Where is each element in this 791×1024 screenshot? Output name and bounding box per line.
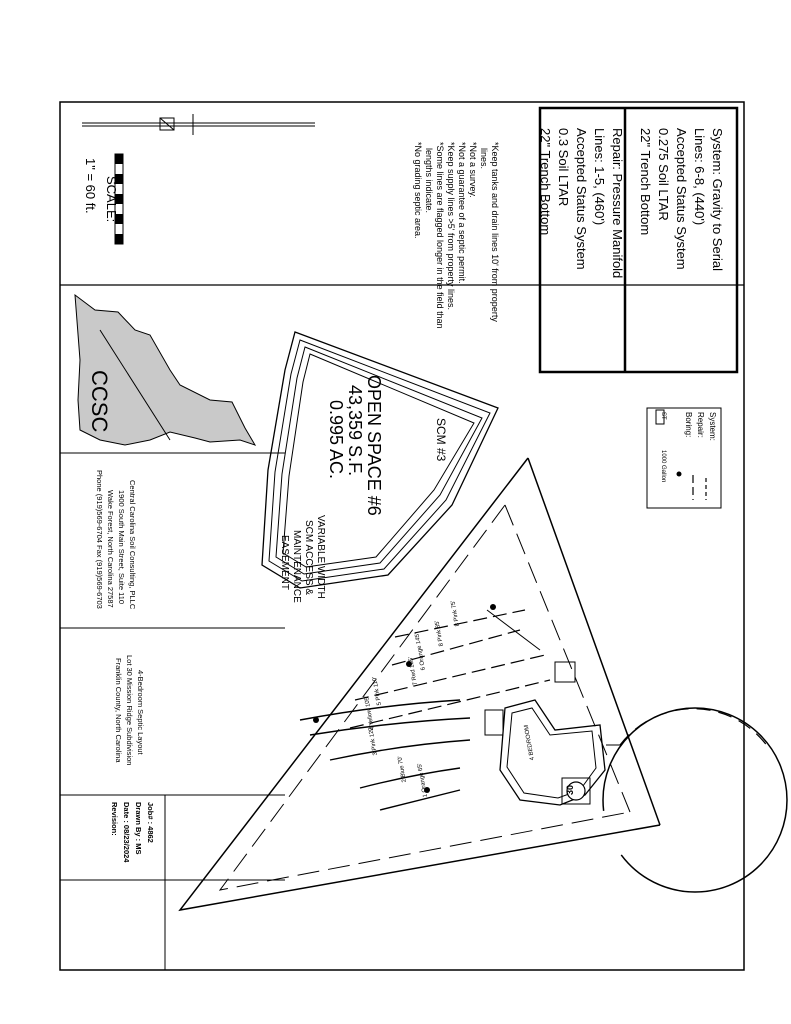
open-space-area-sf: 43,359 S.F. [345,385,365,477]
drawing-date: Date : 08/23/2024 [122,802,131,863]
north-arrow [82,114,315,135]
easement-line-3: MAINTENANCE [291,530,302,603]
legend-boring: Boring: [684,412,693,438]
note-5-cont: lengths indicate. [424,148,434,214]
lot-number: 30 [565,784,575,795]
house-footprint [485,662,622,805]
scale-label: SCALE: [104,176,119,223]
line-label-7: 7 Red 135' [408,656,419,686]
boring-1 [490,604,496,610]
company-line-1: Central Carolina Soil Consulting, PLLC [128,480,137,610]
logo-text: CCSC [87,370,112,433]
project-line-2: Lot 30 Mission Ridge Subdivision [125,655,134,766]
revision: Revision: [110,802,119,836]
line-label-2: 2 Blue 70' [397,755,408,783]
repair-line-2: Lines: 1-5, (460') [592,128,607,226]
line-label-6: 6 Orange 145' [414,632,427,671]
system-line-5: 22" Trench Bottom [638,128,653,236]
system-line-4: 0.275 Soil LTAR [656,128,671,221]
note-5: *Some lines are flagged longer in the field than [435,142,445,329]
project-line-1: 4-Bedroom Septic Layout [136,670,145,755]
scm-label: SCM #3 [434,418,448,462]
line-label-4: 4 Yellow 105' [364,695,376,731]
repair-line-3: Accepted Status System [574,128,589,270]
easement-line-4: EASEMENT [279,535,290,591]
project-line-3: Franklin County, North Carolina [114,658,123,763]
note-2: *Not a survey. [468,142,478,198]
line-label-8a: 8 Pink 75' [450,599,461,627]
company-line-3: Wake Forest, North Carolina 27587 [106,490,115,608]
legend-tank-symbol: ST [660,412,666,420]
note-4: *Keep supply lines >5' from property lines. [446,142,456,311]
system-line-1: System: Gravity to Serial [710,128,725,272]
company-line-2: 1900 South Main Street, Suite 110 [117,490,126,605]
house-label: 4 BEDROOM [523,724,536,761]
note-6: *No grading septic area. [413,142,423,239]
scale-value: 1" = 60 ft. [83,158,98,214]
legend-system: System: [708,412,717,441]
line-label-5: 5 Pink 110' [372,676,383,706]
line-label-3: 3 Pink 120' [367,725,379,756]
drawn-by: Drawn By : MS [134,802,143,855]
note-1: *Keep tanks and drain lines 10' from property [490,142,500,322]
line-label-1: 1 Orange 65' [417,762,429,798]
company-line-4: Phone (919)569-6704 Fax (919)569-6703 [95,470,104,609]
note-3: *Not a guarantee of a septic permit. [457,142,467,284]
open-space-title: OPEN SPACE #6 [364,375,384,516]
system-line-3: Accepted Status System [674,128,689,270]
easement-line-1: VARIABLE WIDTH [315,515,326,599]
repair-line-1: Repair: Pressure Manifold [610,128,625,279]
job-number: Job# : 4862 [146,802,155,843]
note-1-cont: lines. [479,148,489,170]
open-space-area-ac: 0.995 AC. [326,400,346,480]
repair-line-4: 0.3 Soil LTAR [556,128,571,207]
legend-tank: 1000 Gallon [660,450,666,483]
boring-3 [313,717,319,723]
system-line-2: Lines: 6-8, (440') [692,128,707,226]
easement-line-2: SCM ACCESS & [303,520,314,596]
cul-de-sac [603,708,787,892]
legend-repair: Repair: [696,412,705,438]
repair-line-5: 22" Trench Bottom [538,128,553,236]
line-label-8b: 8 Pink 85' [434,619,445,647]
